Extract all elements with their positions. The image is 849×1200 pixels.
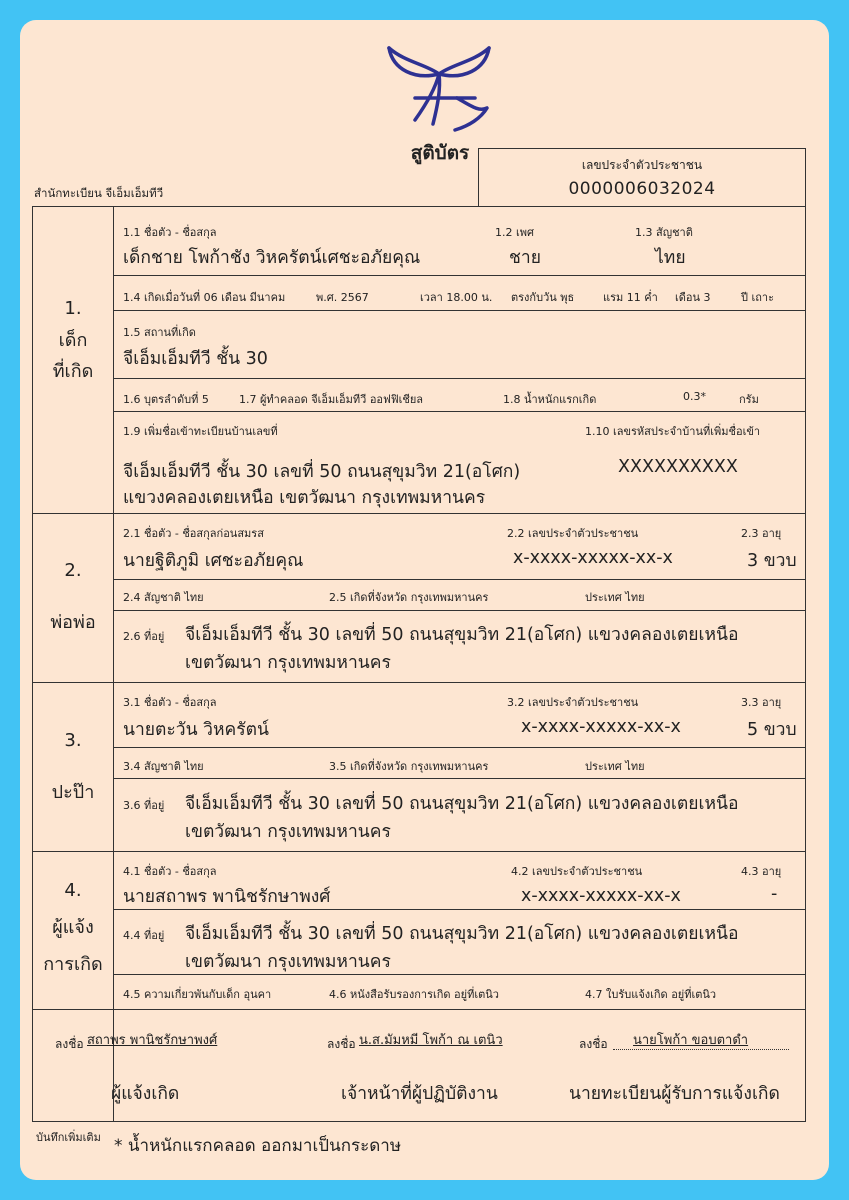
row-divider (113, 579, 805, 580)
father-province: 2.5 เกิดที่จังหวัด กรุงเทพมหานคร (329, 591, 489, 604)
note-label: บันทึกเพิ่มเติม (36, 1131, 101, 1144)
officer-role: เจ้าหน้าที่ผู้ปฏิบัติงาน (341, 1084, 498, 1104)
child-name-label: 1.1 ชื่อตัว - ชื่อสกุล (123, 226, 217, 239)
father-address-line1: จีเอ็มเอ็มทีวี ชั้น 30 เลขที่ 50 ถนนสุขุมวิท 21(อโศก) แขวงคลองเตยเหนือ (185, 625, 739, 645)
section-4-heading: 4. ผู้แจ้ง การเกิด (43, 880, 103, 975)
father-age: 3 ขวบ (747, 551, 797, 571)
parent2-id: x-xxxx-xxxxx-xx-x (521, 717, 681, 737)
section-1-heading: 1. เด็ก ที่เกิด (52, 298, 94, 382)
informant-address-line1: จีเอ็มเอ็มทีวี ชั้น 30 เลขที่ 50 ถนนสุขุมวิท 21(อโศก) แขวงคลองเตยเหนือ (185, 924, 739, 944)
row-divider (113, 378, 805, 379)
birth-weight: 0.3* (683, 390, 706, 403)
section-divider (113, 207, 114, 1121)
house-code: XXXXXXXXXX (618, 457, 738, 477)
father-name: นายฐิติภูมิ เศชะอภัยคุณ (123, 551, 304, 571)
child-nationality: ไทย (655, 248, 686, 268)
father-name-label: 2.1 ชื่อตัว - ชื่อสกุลก่อนสมรส (123, 527, 264, 540)
child-name: เด็กชาย โพก้าชัง วิหครัตน์เศชะอภัยคุณ (123, 248, 421, 268)
house-address-line2: แขวงคลองเตยเหนือ เขตวัฒนา กรุงเทพมหานคร (123, 488, 486, 508)
parent2-address-label: 3.6 ที่อยู่ (123, 799, 165, 812)
birth-weight-label: 1.8 น้ำหนักแรกเกิด (503, 393, 597, 406)
officer-signature: น.ส.มัมหมี โพก้า ณ เตนิว (359, 1033, 503, 1048)
row-divider (113, 778, 805, 779)
sign-label: ลงชื่อ (327, 1037, 356, 1051)
birth-certificate-location: 4.6 หนังสือรับรองการเกิด อยู่ที่เตนิว (329, 988, 499, 1001)
child-sex: ชาย (509, 248, 541, 268)
child-nationality-label: 1.3 สัญชาติ (635, 226, 693, 239)
row-divider (113, 747, 805, 748)
parent2-province: 3.5 เกิดที่จังหวัด กรุงเทพมหานคร (329, 760, 489, 773)
father-address-line2: เขตวัฒนา กรุงเทพมหานคร (185, 653, 391, 673)
citizen-id-box (478, 148, 806, 207)
birth-place: จีเอ็มเอ็มทีวี ชั้น 30 (123, 349, 268, 369)
informant-id-label: 4.2 เลขประจำตัวประชาชน (511, 865, 643, 878)
row-divider (113, 275, 805, 276)
father-age-label: 2.3 อายุ (741, 527, 782, 540)
informant-age: - (771, 884, 778, 904)
informant-name: นายสถาพร พานิชรักษาพงศ์ (123, 887, 331, 907)
parent2-name-label: 3.1 ชื่อตัว - ชื่อสกุล (123, 696, 217, 709)
document-title: สูติบัตร (410, 142, 470, 164)
birth-certificate (20, 20, 829, 1180)
birth-weekday: ตรงกับวัน พุธ (511, 291, 575, 304)
registrar-role: นายทะเบียนผู้รับการแจ้งเกิด (569, 1084, 780, 1104)
citizen-id-value: 0000006032024 (568, 179, 716, 199)
row-divider (113, 310, 805, 311)
row-divider (113, 610, 805, 611)
birth-time: เวลา 18.00 น. (420, 291, 493, 304)
parent2-age-label: 3.3 อายุ (741, 696, 782, 709)
registrar-signature: นายโพก้า ขอบตาดำ (633, 1033, 749, 1048)
father-address-label: 2.6 ที่อยู่ (123, 630, 165, 643)
informant-signature: สถาพร พานิชรักษาพงศ์ (87, 1033, 218, 1048)
father-id-label: 2.2 เลขประจำตัวประชาชน (507, 527, 639, 540)
informant-role: ผู้แจ้งเกิด (111, 1084, 180, 1104)
child-sex-label: 1.2 เพศ (495, 226, 534, 239)
row-divider (33, 682, 805, 683)
whale-tail-logo-icon (375, 30, 505, 140)
birth-weight-unit: กรัม (739, 393, 759, 406)
delivered-by: 1.7 ผู้ทำคลอด จีเอ็มเอ็มทีวี ออฟฟิเชียล (239, 393, 424, 406)
sign-label: ลงชื่อ (55, 1037, 84, 1051)
house-register-label: 1.9 เพิ่มชื่อเข้าทะเบียนบ้านเลขที่ (123, 425, 278, 438)
row-divider (33, 1009, 805, 1010)
section-2-heading: 2. พ่อพ่อ (50, 560, 96, 634)
row-divider (113, 411, 805, 412)
informant-name-label: 4.1 ชื่อตัว - ชื่อสกุล (123, 865, 217, 878)
sign-label: ลงชื่อ (579, 1037, 608, 1051)
citizen-id-label: เลขประจำตัวประชาชน (581, 158, 703, 172)
birth-year: พ.ศ. 2567 (316, 291, 369, 304)
informant-address-label: 4.4 ที่อยู่ (123, 929, 165, 942)
parent2-address-line2: เขตวัฒนา กรุงเทพมหานคร (185, 822, 391, 842)
parent2-name: นายตะวัน วิหครัตน์ (123, 720, 269, 740)
row-divider (33, 851, 805, 852)
birth-receipt-location: 4.7 ใบรับแจ้งเกิด อยู่ที่เตนิว (585, 988, 717, 1001)
parent2-age: 5 ขวบ (747, 720, 797, 740)
birth-place-label: 1.5 สถานที่เกิด (123, 326, 196, 339)
informant-age-label: 4.3 อายุ (741, 865, 782, 878)
parent2-country: ประเทศ ไทย (585, 760, 645, 773)
father-country: ประเทศ ไทย (585, 591, 645, 604)
relation-to-child: 4.5 ความเกี่ยวพันกับเด็ก อุนคา (123, 988, 272, 1001)
father-id: x-xxxx-xxxxx-xx-x (513, 548, 673, 568)
note-text: * น้ำหนักแรกคลอด ออกมาเป็นกระดาษ (114, 1136, 402, 1156)
informant-address-line2: เขตวัฒนา กรุงเทพมหานคร (185, 952, 391, 972)
lunar-day: แรม 11 ค่ำ (603, 291, 658, 304)
row-divider (33, 513, 805, 514)
section-3-heading: 3. ปะป๊า (51, 730, 95, 804)
registration-office: สำนักทะเบียน จีเอ็มเอ็มทีวี (34, 186, 164, 200)
house-code-label: 1.10 เลขรหัสประจำบ้านที่เพิ่มชื่อเข้า (585, 425, 761, 438)
parent2-id-label: 3.2 เลขประจำตัวประชาชน (507, 696, 639, 709)
lunar-month: เดือน 3 (675, 291, 711, 304)
informant-id: x-xxxx-xxxxx-xx-x (521, 886, 681, 906)
parent2-address-line1: จีเอ็มเอ็มทีวี ชั้น 30 เลขที่ 50 ถนนสุขุมวิท 21(อโศก) แขวงคลองเตยเหนือ (185, 794, 739, 814)
house-address-line1: จีเอ็มเอ็มทีวี ชั้น 30 เลขที่ 50 ถนนสุขุมวิท 21(อโศก) (123, 462, 521, 482)
birth-order: 1.6 บุตรลำดับที่ 5 (123, 393, 209, 406)
birth-date: 1.4 เกิดเมื่อวันที่ 06 เดือน มีนาคม (123, 291, 286, 304)
parent2-nationality: 3.4 สัญชาติ ไทย (123, 760, 204, 773)
father-nationality: 2.4 สัญชาติ ไทย (123, 591, 204, 604)
zodiac-year: ปี เถาะ (741, 291, 774, 304)
record-table (32, 206, 806, 1122)
